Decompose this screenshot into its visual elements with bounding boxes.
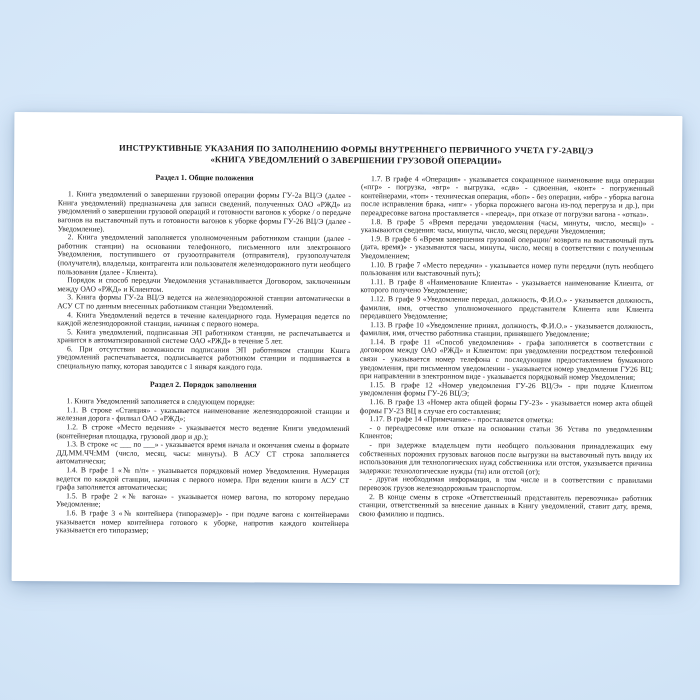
- document-title-line2: «КНИГА УВЕДОМЛЕНИЙ О ЗАВЕРШЕНИИ ГРУЗОВОЙ ОПЕРАЦИИ»: [210, 153, 502, 166]
- document-title: [58, 142, 654, 167]
- paragraph: 1. Книга Уведомлений заполняется в следующем порядке:: [66, 396, 255, 407]
- list-item-dash: - при задержке владельцем пути необщего пользования принадлежащих ему собственных порожних грузовых вагонов после выгрузки на выставочный путь ввиду их использования для технологических нужд собственника или отстоя, указывается причина задержки: технологические нужды (тн) или отстой (от);: [359, 440, 653, 476]
- list-item-dash: - о переадресовке или отказе на основании статьи 36 Устава по уведомлениям Клиентов;: [359, 422, 653, 441]
- paragraph: 1. Книга уведомлений о завершении грузовой операции формы ГУ-2а ВЦ/Э (далее - Книга уведомлений) предназначена для записи сведений, полученных ОАО «РЖД» из уведомлений о завершении грузовой операций и готовности вагонов к уборке / о передаче вагонов на выставочный путь и готовности вагонов к уборке формы ГУ-26 ВЦ/Э (далее - Уведомление).: [57, 189, 351, 234]
- list-item-dash: - другая необходимая информация, в том числе и в соответствии с правилами перевозок грузов железнодорожным транспортом.: [359, 474, 653, 494]
- paragraph: 1.1. В строке «Станция» - указывается наименование железнодорожной станции и железная дорога - филиал ОАО «РЖД»;: [56, 405, 350, 424]
- paragraph: 1.10. В графе 7 «Место передачи» - указывается номер пути передачи (путь необщего пользования или выставочный путь);: [360, 259, 654, 278]
- paragraph: 5. Книга уведомлений, подписанная ЭП работником станции, не распечатывается и хранится в автоматизированной системе ОАО «РЖД» в течение 5 лет.: [57, 326, 351, 346]
- paragraph: 1.5. В графе 2 «№ вагона» - указывается номер вагона, по которому передано Уведомление;: [56, 491, 350, 509]
- paragraph: 1.7. В графе 4 «Операция» - указывается сокращенное наименование вида операции («пгр» - погрузка, «вгр» - выгрузка, «сдв» - сдвоенная, «конт» - погруженный контейнерами, «топ» - техническая операция, «боп» - без операции, «ибр» - уборка вагона после исправления брака, «ипг» - уборка порожнего вагона из-под перегруза и др.), при переадресовке вагона проставляется - «переад», при отказе от погрузки вагона - «отказ».: [360, 173, 655, 219]
- paragraph: 1.14. В графе 11 «Способ уведомления» - графа заполняется в соответствии с договором между ОАО «РЖД» и Клиентом: при уведомлении посредством телефонной связи - указывается номер телефона с последующим предоставлением бумажного уведомления, при письменном уведомлении - указывается номер уведомления ГУ26 ВЦ; при направлении в электронном виде - указывается порядковый номер Уведомления;: [359, 337, 654, 383]
- paragraph: 1.4. В графе 1 «№ п/п» - указывается порядковый номер Уведомления. Нумерация ведется по каждой станции, начиная с первого номера. При ведении книги в АСУ СТ графа заполняется автоматически;: [56, 465, 350, 493]
- paragraph: 1.16. В графе 13 «Номер акта общей формы ГУ-23» - указывается номер акта общей формы ГУ-23 ВЦ в случае его составления;: [359, 397, 653, 416]
- paragraph: 1.15. В графе 12 «Номер уведомления ГУ-26 ВЦ/Э» - при подаче Клиентом уведомления формы ГУ-26 ВЦ/Э;: [359, 379, 653, 399]
- document-title-line1: ИНСТРУКТИВНЫЕ УКАЗАНИЯ ПО ЗАПОЛНЕНИЮ ФОРМЫ ВНУТРЕННЕГО ПЕРВИЧНОГО УЧЕТА ГУ-2АВЦ/Э: [119, 142, 594, 156]
- paragraph: 1.3. В строке «с ___ по ___» - указывается время начала и окончания смены в формате ДД.ММ.ЧЧ:ММ (число, месяц, часы: минуты). В АСУ СТ строка заполняется автоматически;: [56, 439, 350, 466]
- paragraph: 1.11. В графе 8 «Наименование Клиента» - указывается наименование Клиента, от которого получено Уведомление;: [360, 276, 654, 296]
- paragraph: 1.12. В графе 9 «Уведомление передал, должность, Ф.И.О.» - указывается должность, фамилия, имя, отчество уполномоченного представителя Клиента или Клиента передавшего Уведомление;: [360, 294, 654, 321]
- paragraph: Порядок и способ передачи Уведомления устанавливается Договором, заключенным между ОАО «РЖД» и Клиентом.: [57, 275, 351, 294]
- paragraph: 1.6. В графе 3 «№ контейнера (типоразмер)» - при подаче вагона с контейнерами указывается номер контейнера готового к уборке, напротив каждого контейнера указывается его типоразмер;: [55, 508, 350, 535]
- section-1-heading: Раздел 1. Общие положения: [155, 172, 254, 183]
- paragraph: 3. Книга формы ГУ-2а ВЦ/Э ведется на железнодорожной станции автоматически в АСУ СТ по данным внесенных работником станции Уведомлений.: [57, 292, 351, 312]
- paragraph: 1.8. В графе 5 «Время передачи уведомления (часы, минуты, число, месяц)» - указываются сведения: часы, минуты, число, месяц передачи Уведомления;: [360, 216, 654, 236]
- two-column-layout: [56, 173, 654, 539]
- paragraph: 1.9. В графе 6 «Время завершения грузовой операции/ возврата на выставочный путь (дата, время)» - указываются часы, минуты, число, месяц в соответствии с полученным Уведомлением;: [360, 233, 654, 261]
- paragraph: 1.13. В графе 10 «Уведомление принял, должность, Ф.И.О.» - указывается должность, фамилия, имя, отчество работника станции, принявшего Уведомление;: [360, 319, 654, 339]
- paragraph: 1.17. В графе 14 «Примечание» - проставляется отметка:: [369, 414, 554, 425]
- paragraph: 4. Книга Уведомлений ведется в течение календарного года. Нумерация ведется по каждой железнодорожной станции, начиная с первого номера.: [57, 309, 351, 329]
- left-column: [56, 173, 351, 537]
- paragraph: 2. Книга уведомлений заполняется уполномоченным работником станции (далее - работник станции) на основании телефонного, письменного или электронного Уведомления, поступившего от грузоотправителя (отправителя), грузополучателя (получателя), владельца, контрагента или пользователя железнодорожного пути необщего пользования (далее - Клиента).: [57, 232, 351, 277]
- paragraph: 6. При отсутствии возможности подписания ЭП работником станции Книга уведомлений распечатывается, подписывается работником станции и подшивается в специальную папку, которая заводится с 1 января каждого года.: [56, 344, 351, 372]
- section-2-heading: Раздел 2. Порядок заполнения: [149, 379, 257, 390]
- document-page: [12, 112, 683, 585]
- right-column: [359, 175, 654, 539]
- paragraph: 1.2. В строке «Место ведения» - указывается место ведение Книги уведомлений (контейнерная площадка, грузовой двор и др.);: [56, 422, 350, 441]
- paragraph: 2. В конце смены в строке «Ответственный представитель перевозчика» работник станции, ответственный за внесение данных в Книгу уведомлений, ставит дату, время, свою фамилию и подпись.: [358, 491, 653, 519]
